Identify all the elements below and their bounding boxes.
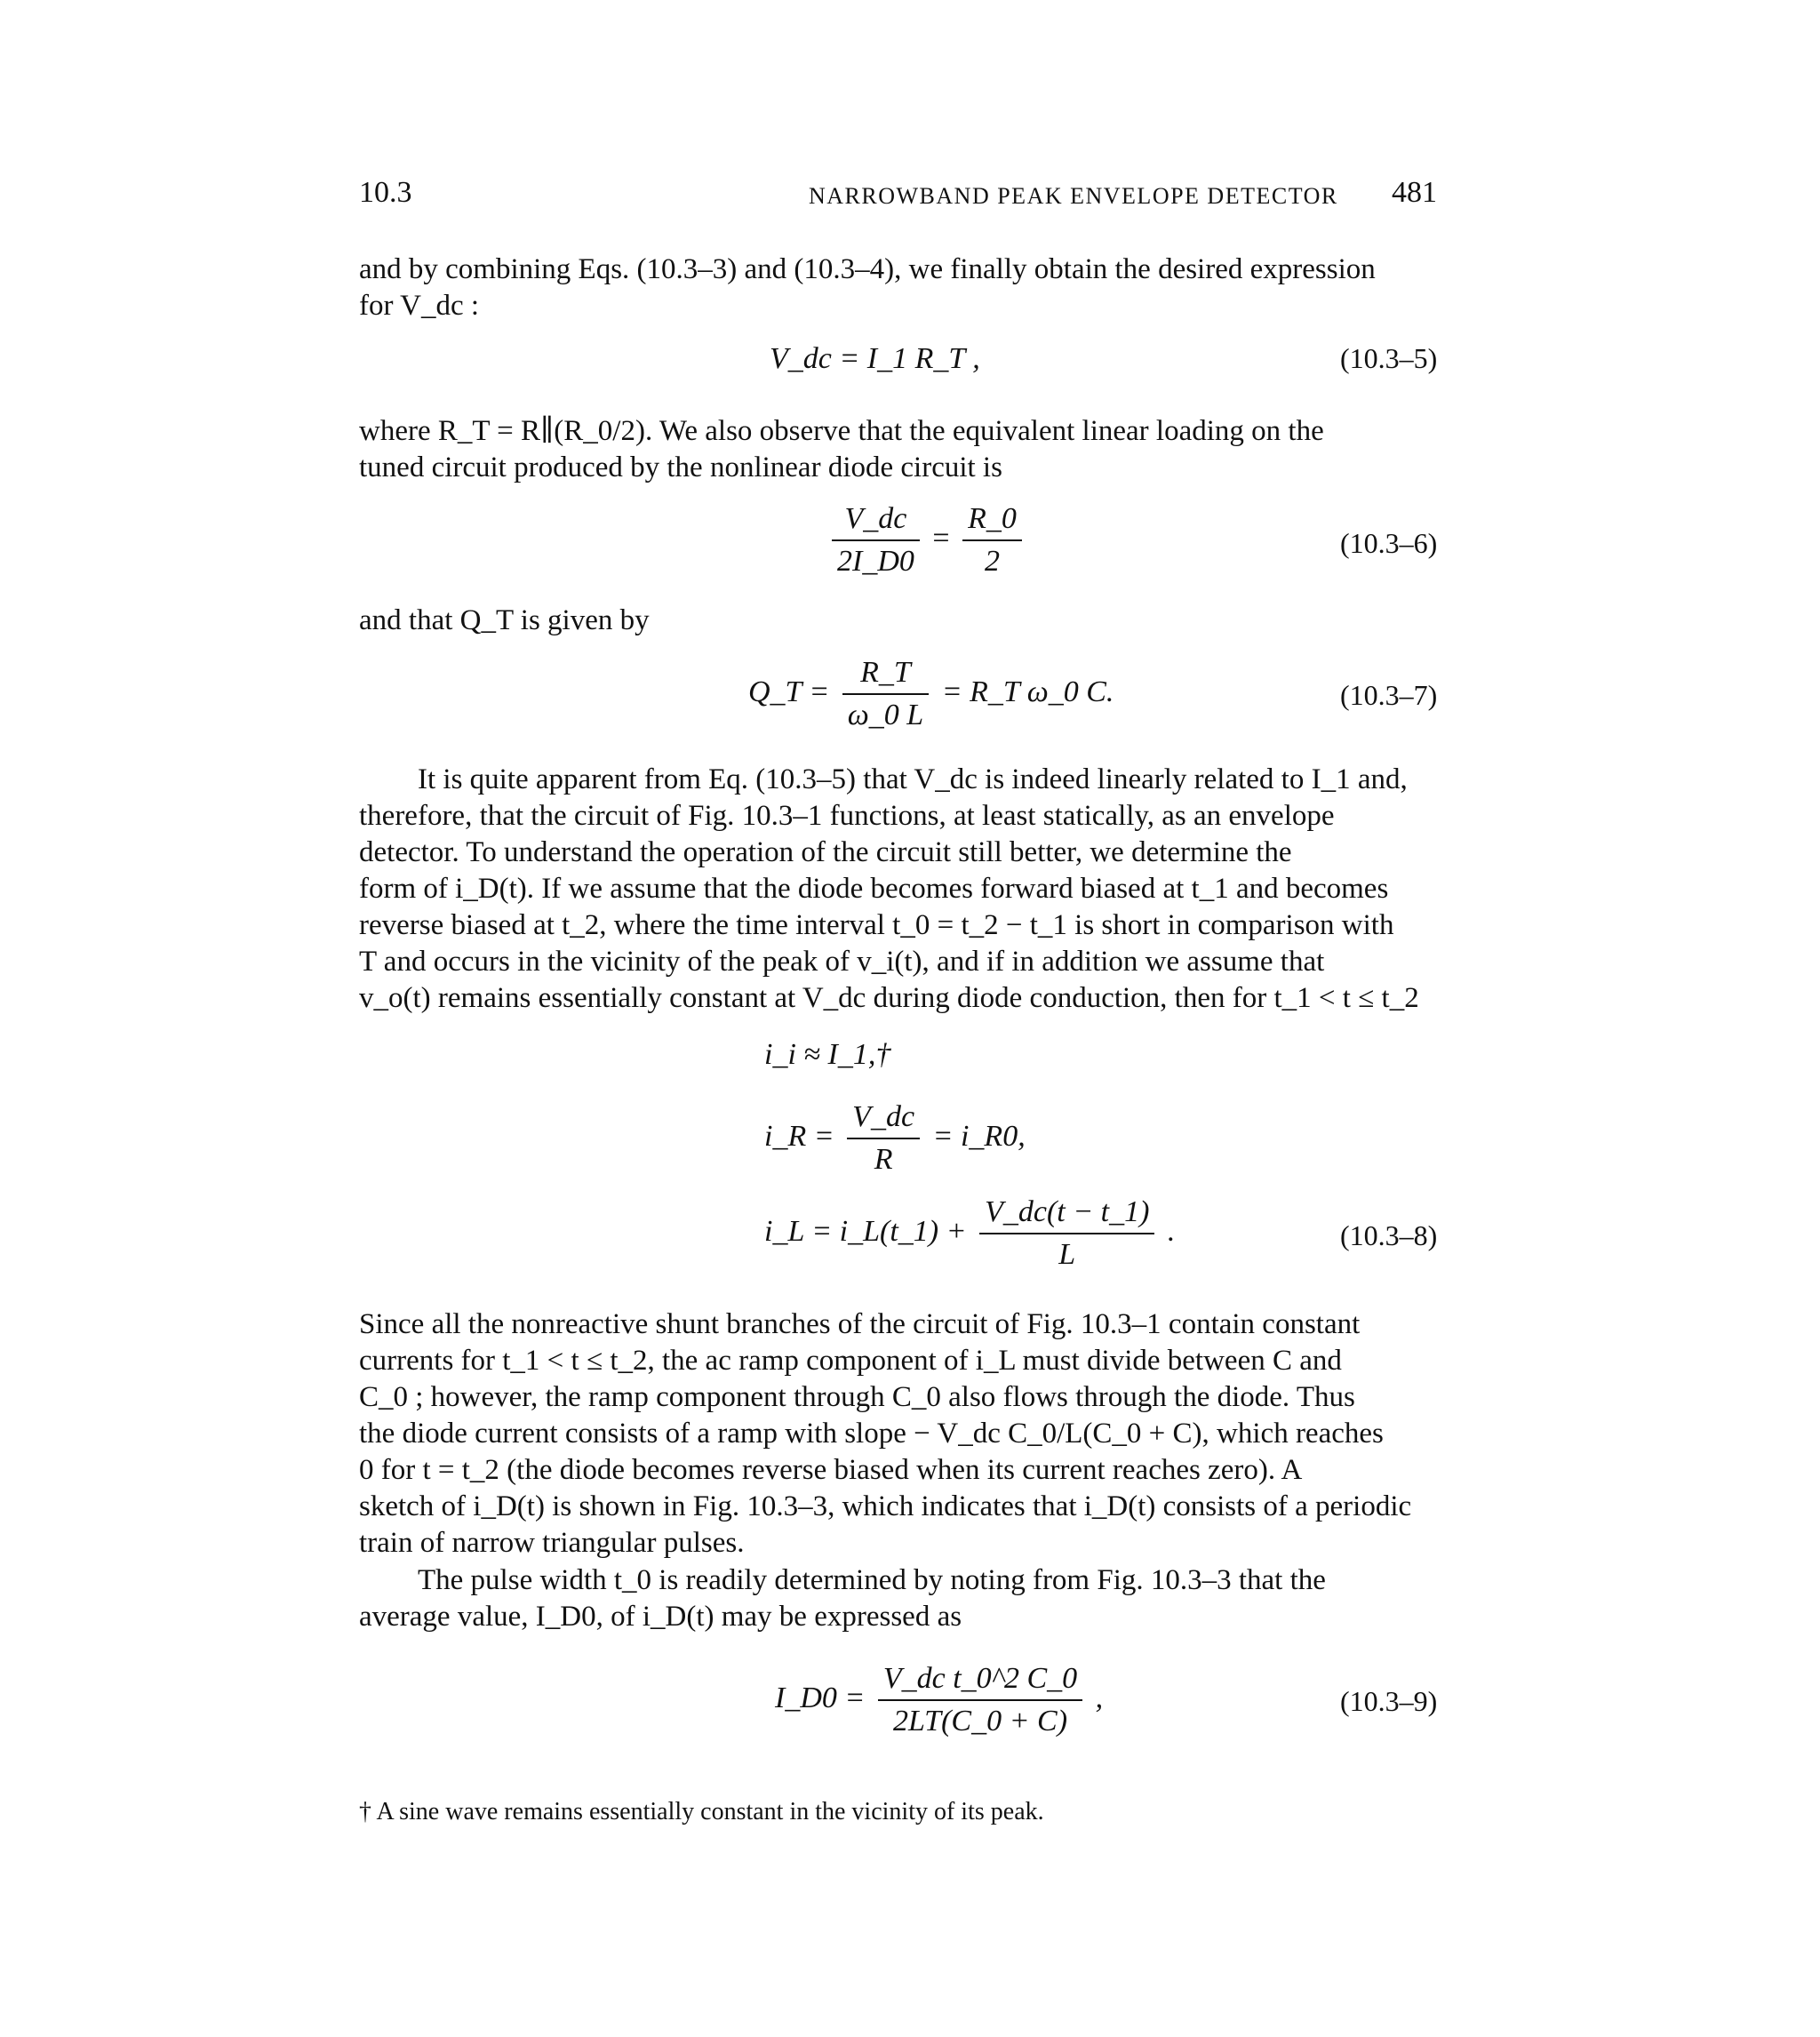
equation-number: (10.3–5)	[1340, 342, 1438, 374]
equation-number: (10.3–9)	[1340, 1685, 1438, 1717]
text-line: the diode current consists of a ramp with slope − V_dc C_0/L(C_0 + C), which reaches	[359, 1418, 1384, 1450]
text-line: therefore, that the circuit of Fig. 10.3–1 functions, at least statically, as an envelope	[359, 800, 1335, 832]
text-line: v_o(t) remains essentially constant at V_dc during diode conduction, then for t_1 < t ≤ t_2	[359, 982, 1419, 1014]
fraction: $\frac{V\_dc}{2I\_D0}$	[832, 502, 920, 579]
equation-number: (10.3–8)	[1340, 1219, 1438, 1251]
equation-10-3-8-line3: i_L = i_L(t_1) + $\frac{V\_dc(t - t\_1)}{L}$ .	[764, 1195, 1176, 1271]
fraction: $\frac{R\_0}{2}$	[962, 502, 1022, 579]
running-head: NARROWBAND PEAK ENVELOPE DETECTOR	[809, 183, 1338, 209]
paragraph-rt	[359, 413, 1447, 486]
equation-number: (10.3–6)	[1340, 527, 1438, 559]
text-line: It is quite apparent from Eq. (10.3–5) that V_dc is indeed linearly related to I_1 and,	[418, 763, 1408, 795]
text-line: form of i_D(t). If we assume that the diode becomes forward biased at t_1 and becomes	[359, 873, 1389, 905]
paragraph-intro	[359, 252, 1447, 324]
fraction: $\frac{V\_dc}{R}$	[847, 1100, 920, 1177]
section-number: 10.3	[359, 176, 412, 209]
paragraph-ramp	[359, 1306, 1447, 1562]
equation-10-3-6: $\frac{V\_dc}{2I\_D0}$ = $\frac{R\_0}{2}$	[826, 502, 1027, 579]
page-number: 481	[1392, 176, 1437, 209]
fraction: $\frac{V\_dc(t - t\_1)}{L}$	[979, 1195, 1154, 1272]
text-line: 0 for t = t_2 (the diode becomes reverse biased when its current reaches zero). A	[359, 1454, 1303, 1486]
text-line: for V_dc :	[359, 290, 480, 322]
text-line: and by combining Eqs. (10.3–3) and (10.3–4), we finally obtain the desired expression	[359, 253, 1376, 285]
text-line: Since all the nonreactive shunt branches of the circuit of Fig. 10.3–1 contain constant	[359, 1308, 1361, 1340]
fraction: $\frac{R\_T}{\omega\_0 L}$	[842, 656, 929, 732]
equation-number: (10.3–7)	[1340, 679, 1438, 711]
fraction: $\frac{\text{V\_dc t\_0\textasciicircum{}2 C\_0}}{2LT(C\_0 + C)}$	[878, 1662, 1082, 1738]
text-line: where R_T = R∥(R_0/2). We also observe that the equivalent linear loading on the	[359, 415, 1324, 447]
text-line: train of narrow triangular pulses.	[359, 1527, 745, 1559]
equation-10-3-8-line2: i_R = $\frac{V\_dc}{R}$ = i_R0,	[764, 1100, 1026, 1176]
text-line: C_0 ; however, the ramp component through C_0 also flows through the diode. Thus	[359, 1381, 1355, 1413]
text-line: average value, I_D0, of i_D(t) may be expressed as	[359, 1601, 962, 1633]
text-line: sketch of i_D(t) is shown in Fig. 10.3–3, which indicates that i_D(t) consists of a periodic	[359, 1490, 1412, 1522]
equation-10-3-9: I_D0 = $\frac{\text{V\_dc t\_0\textasciicircum{}2 C\_0}}{2LT(C\_0 + C)}$ ,	[775, 1662, 1104, 1737]
footnote: † A sine wave remains essentially constant in the vicinity of its peak.	[359, 1798, 1044, 1825]
text-line: T and occurs in the vicinity of the peak of v_i(t), and if in addition we assume that	[359, 946, 1325, 978]
text-line: tuned circuit produced by the nonlinear diode circuit is	[359, 451, 1002, 483]
text-line: reverse biased at t_2, where the time interval t_0 = t_2 − t_1 is short in comparison with	[359, 909, 1394, 941]
text-line: The pulse width t_0 is readily determined by noting from Fig. 10.3–3 that the	[418, 1564, 1326, 1596]
equation-10-3-5: V_dc = I_1 R_T ,	[770, 342, 980, 375]
equation-10-3-7: Q_T = $\frac{R\_T}{\omega\_0 L}$ = R_T ω_0 C.	[748, 656, 1114, 731]
paragraph-qt	[359, 603, 1447, 639]
paragraph-pulse-width	[359, 1562, 1447, 1635]
equation-10-3-8-line1: i_i ≈ I_1,†	[764, 1038, 891, 1071]
text-line: and that Q_T is given by	[359, 604, 650, 636]
paragraph-analysis	[359, 762, 1447, 1017]
text-line: currents for t_1 < t ≤ t_2, the ac ramp component of i_L must divide between C and	[359, 1345, 1342, 1377]
text-line: detector. To understand the operation of the circuit still better, we determine the	[359, 836, 1292, 868]
